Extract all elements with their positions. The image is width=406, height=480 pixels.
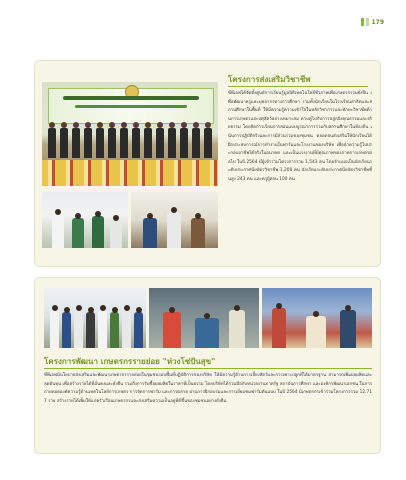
ceremony-people bbox=[48, 122, 212, 158]
page-number bbox=[361, 18, 384, 26]
top-section-paragraph: ซีพีเอฟได้จัดตั้งศูนย์การเรียนรู้มูลนิธิเทคโนโลยีชีวภาพเพื่อเกษตรกรรมยั่งยืน เพื่อพัฒนาครูและบุคลากรทางการศึกษา รวมทั้งนักเรียนในโรงเรียนสาธิตและสถานศึกษาในพื้นที่ ให้มีความรู้ความเข้าใจในหลักวิชาการและทักษะวิชาชีพด้านการเกษตรและปศุสัตว์อย่างเหมาะสม ควบคู่ไปกับการปลูกฝังคุณธรรมและจริยธรรม โดยจัดการเรียนการสอนแบบบูรณาการร่วมกับสถานศึกษาในท้องถิ่น เน้นการปฏิบัติจริงและการมีส่วนร่วมของชุมชน ตลอดจนส่งเสริมให้นักเรียนได้ฝึกประสบการณ์การทำงานในฟาร์มและโรงงานของบริษัท เพื่อนำความรู้ไปประกอบอาชีพได้จริงในอนาคต และเป็นแรงงานที่มีคุณภาพของภาคการเกษตรต่อไป ในปี 2564 มีผู้เข้าร่วมโครงการรวม 1,543 คน โดยจำแนกเป็นนักเรียนระดับประกาศนียบัตรวิชาชีพ 1,200 คน นักเรียนระดับประกาศนียบัตรวิชาชีพชั้นสูง 243 คน และครูผู้สอน 100 คน bbox=[228, 91, 372, 182]
flower-decoration bbox=[42, 160, 218, 186]
page-mark-light-icon bbox=[366, 18, 369, 26]
group-photo bbox=[44, 288, 146, 348]
training-photo bbox=[131, 192, 218, 248]
classroom-photo bbox=[42, 192, 128, 248]
top-section-title: โครงการส่งเสริมวิชาชีพ bbox=[228, 75, 311, 84]
ceremony-photo bbox=[42, 82, 218, 186]
title-divider-bottom bbox=[44, 368, 372, 369]
bottom-section-paragraph: ซีพีเอฟมีนโยบายส่งเสริมและพัฒนาเกษตรกรรายย่อยในชุมชนรอบพื้นที่ปฏิบัติการของบริษัท ให้มีความรู้ด้านการเลี้ยงสัตว์และการเพาะปลูกที่ได้มาตรฐาน สามารถเพิ่มผลผลิตและลดต้นทุน เพื่อสร้างรายได้ที่มั่นคงและยั่งยืน รวมถึงการรับซื้อผลผลิตในราคาที่เป็นธรรม โดยบริษัทได้ร่วมมือกับหน่วยงานภาครัฐ สถาบันการศึกษา และองค์กรพัฒนาเอกชน ในการถ่ายทอดองค์ความรู้ด้านเทคโนโลยีการเกษตร การจัดการฟาร์ม และการตลาด ผ่านการฝึกอบรมและการเยี่ยมชมฟาร์มต้นแบบ ในปี 2564 มีเกษตรกรเข้าร่วมโครงการรวม 12,717 ราย สร้างรายได้เพิ่มให้แก่ครัวเรือนเกษตรกรและส่งเสริมความเป็นอยู่ที่ดีขึ้นของชุมชนอย่างยั่งยืน bbox=[44, 373, 372, 404]
page-number-text: 179 bbox=[371, 18, 384, 26]
community-photo bbox=[262, 288, 372, 348]
ceremony-banner bbox=[48, 88, 214, 124]
bottom-section-title: โครงการพัฒนา เกษตรกรรายย่อย "ห่วงโซ่ปันสุข" bbox=[44, 357, 216, 366]
title-divider bbox=[228, 86, 368, 87]
farm-activity-photo bbox=[149, 288, 259, 348]
page-mark-icon bbox=[361, 18, 364, 26]
